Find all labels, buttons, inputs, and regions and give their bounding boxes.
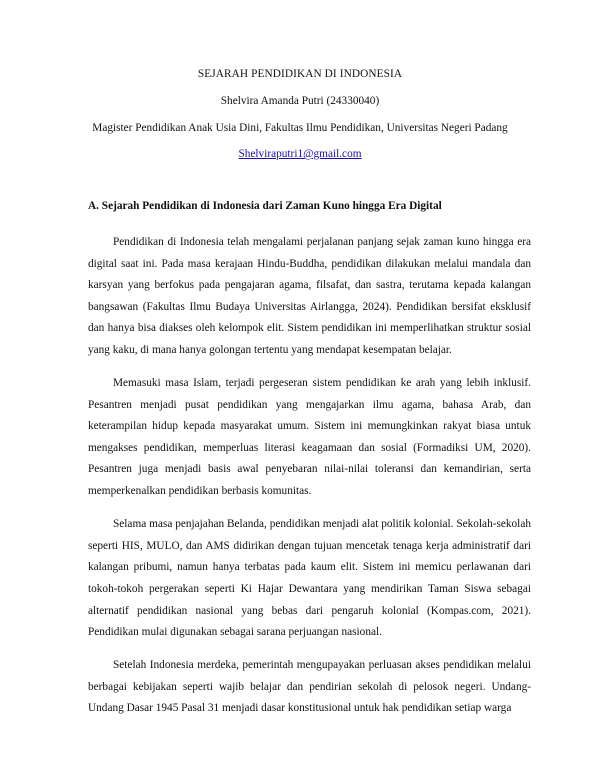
paragraph: Setelah Indonesia merdeka, pemerintah mengupayakan perluasan akses pendidikan melalui berbagai kebijakan seperti wajib belajar dan pendirian sekolah di pelosok negeri. Undang-Undang Dasar 1945 Pasal 31 menjadi dasar konstitusional untuk hak pendidikan setiap warga (88, 659, 531, 715)
section-heading: A. Sejarah Pendidikan di Indonesia dari Zaman Kuno hingga Era Digital (88, 200, 442, 212)
paragraph: Selama masa penjajahan Belanda, pendidikan menjadi alat politik kolonial. Sekolah-sekolah seperti HIS, MULO, dan AMS didirikan dengan tujuan mencetak tenaga kerja administratif dari kalangan pribumi, namun hanya terbatas pada kaum elit. Sistem ini memicu perlawanan dari tokoh-tokoh pergerakan seperti Ki Hajar Dewantara yang mendirikan Taman Siswa sebagai alternatif pendidikan nasional yang bebas dari pengaruh kolonial (Kompas.com, 2021). Pendidikan mulai digunakan sebagai sarana perjuangan nasional. (88, 518, 531, 639)
email-line (0, 148, 600, 160)
author-line: Shelvira Amanda Putri (24330040) (220, 95, 380, 107)
paragraph: Pendidikan di Indonesia telah mengalami perjalanan panjang sejak zaman kuno hingga era digital saat ini. Pada masa kerajaan Hindu-Buddha, pendidikan dilakukan melalui mandala dan karsyan yang berfokus pada pengajaran agama, filsafat, dan sastra, terutama kepada kalangan bangsawan (Fakultas Ilmu Budaya Universitas Airlangga, 2024). Pendidikan bersifat eksklusif dan hanya bisa diakses oleh kelompok elit. Sistem pendidikan ini memperlihatkan struktur sosial yang kaku, di mana hanya golongan tertentu yang mendapat kesempatan belajar. (88, 236, 531, 356)
affiliation-line: Magister Pendidikan Anak Usia Dini, Fakultas Ilmu Pendidikan, Universitas Negeri Padang (92, 122, 508, 134)
section-body (88, 232, 531, 731)
paper-title: SEJARAH PENDIDIKAN DI INDONESIA (197, 68, 403, 80)
paragraph: Memasuki masa Islam, terjadi pergeseran sistem pendidikan ke arah yang lebih inklusif. Pesantren menjadi pusat pendidikan yang mengajarkan ilmu agama, bahasa Arab, dan keterampilan hidup kepada masyarakat umum. Sistem ini memungkinkan rakyat biasa untuk mengakses pendidikan, memperluas literasi keagamaan dan sosial (Formadiksi UM, 2020). Pesantren juga menjadi basis awal penyebaran nilai-nilai toleransi dan kemandirian, serta memperkenalkan pendidikan berbasis komunitas. (88, 377, 531, 498)
email-link[interactable]: Shelviraputri1@gmail.com (238, 148, 362, 160)
